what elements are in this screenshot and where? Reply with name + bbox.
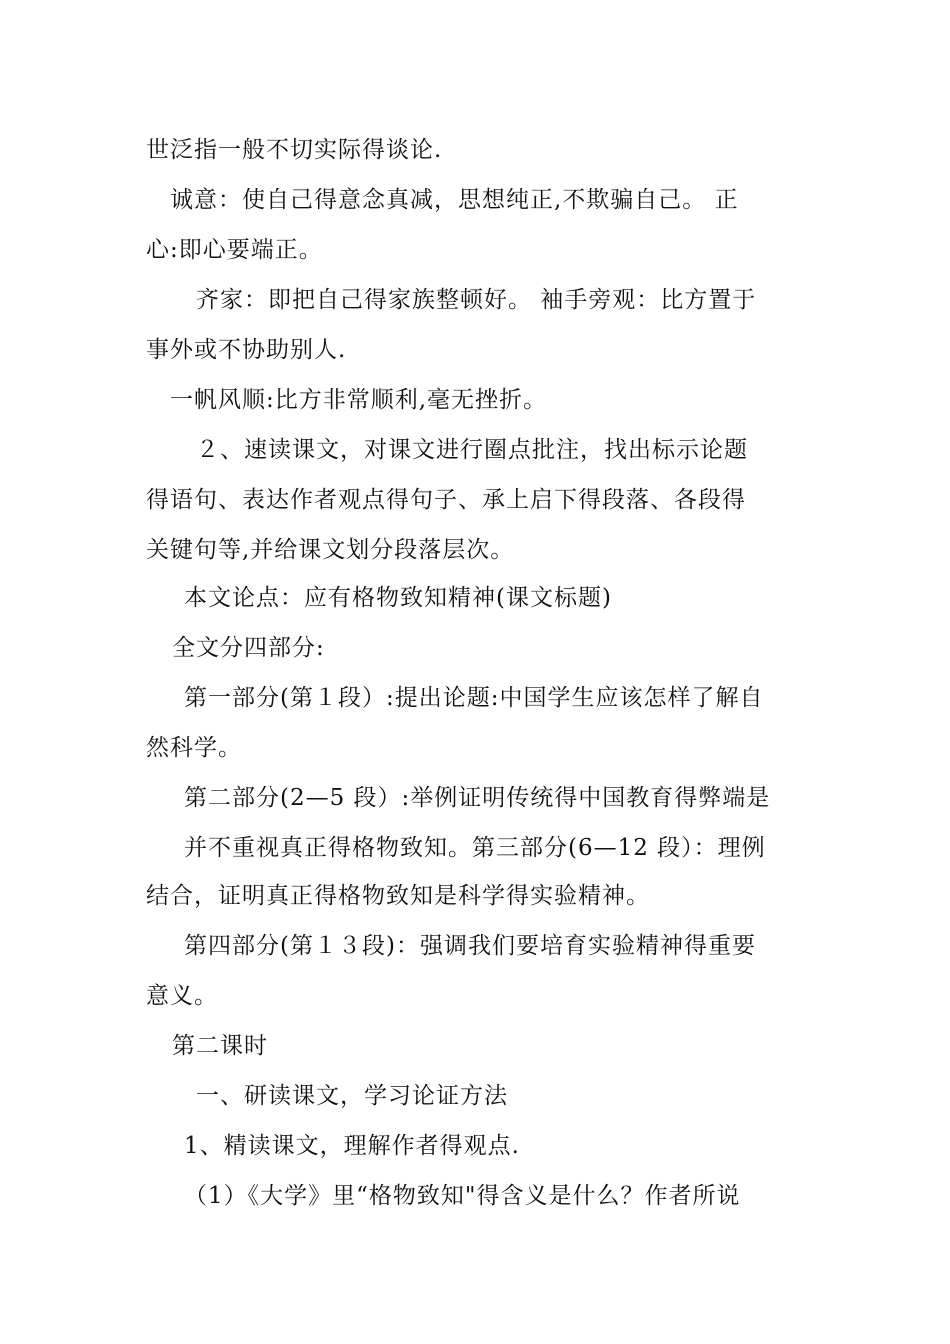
text-line-11: 全文分四部分: bbox=[172, 635, 325, 661]
text-line-2: 诚意：使自己得意念真减，思想纯正,不欺骗自己。 正 bbox=[170, 187, 739, 213]
text-line-19: 第二课时 bbox=[172, 1033, 268, 1059]
text-line-10: 本文论点：应有格物致知精神(课文标题) bbox=[184, 585, 612, 611]
text-line-6: 一帆风顺:比方非常顺利,毫无挫折。 bbox=[170, 387, 548, 413]
text-line-5: 事外或不协助别人. bbox=[146, 337, 347, 363]
text-line-13: 然科学。 bbox=[146, 735, 242, 761]
text-line-21: 1、精读课文，理解作者得观点. bbox=[184, 1133, 520, 1159]
text-line-3: 心:即心要端正。 bbox=[146, 237, 323, 263]
text-line-18: 意义。 bbox=[146, 983, 218, 1009]
text-line-22: （1）《大学》里“格物致知"得含义是什么？作者所说 bbox=[184, 1183, 741, 1209]
text-line-14: 第二部分(2—5 段）:举例证明传统得中国教育得弊端是 bbox=[184, 785, 771, 811]
text-line-7: ２、速读课文，对课文进行圈点批注，找出标示论题 bbox=[196, 437, 748, 463]
text-line-1: 世泛指一般不切实际得谈论. bbox=[146, 137, 443, 163]
text-line-12: 第一部分(第１段）:提出论题:中国学生应该怎样了解自 bbox=[184, 685, 764, 711]
text-line-8: 得语句、表达作者观点得句子、承上启下得段落、各段得 bbox=[146, 487, 746, 513]
text-line-9: 关键句等,并给课文划分段落层次。 bbox=[146, 537, 515, 563]
text-line-4: 齐家：即把自己得家族整顿好。 袖手旁观：比方置于 bbox=[196, 287, 757, 313]
text-line-15: 并不重视真正得格物致知。第三部分(6—12 段）：理例 bbox=[184, 835, 766, 861]
text-line-16: 结合，证明真正得格物致知是科学得实验精神。 bbox=[146, 883, 650, 909]
text-line-17: 第四部分(第１３段)：强调我们要培育实验精神得重要 bbox=[184, 933, 756, 959]
text-line-20: 一、研读课文，学习论证方法 bbox=[196, 1083, 508, 1109]
